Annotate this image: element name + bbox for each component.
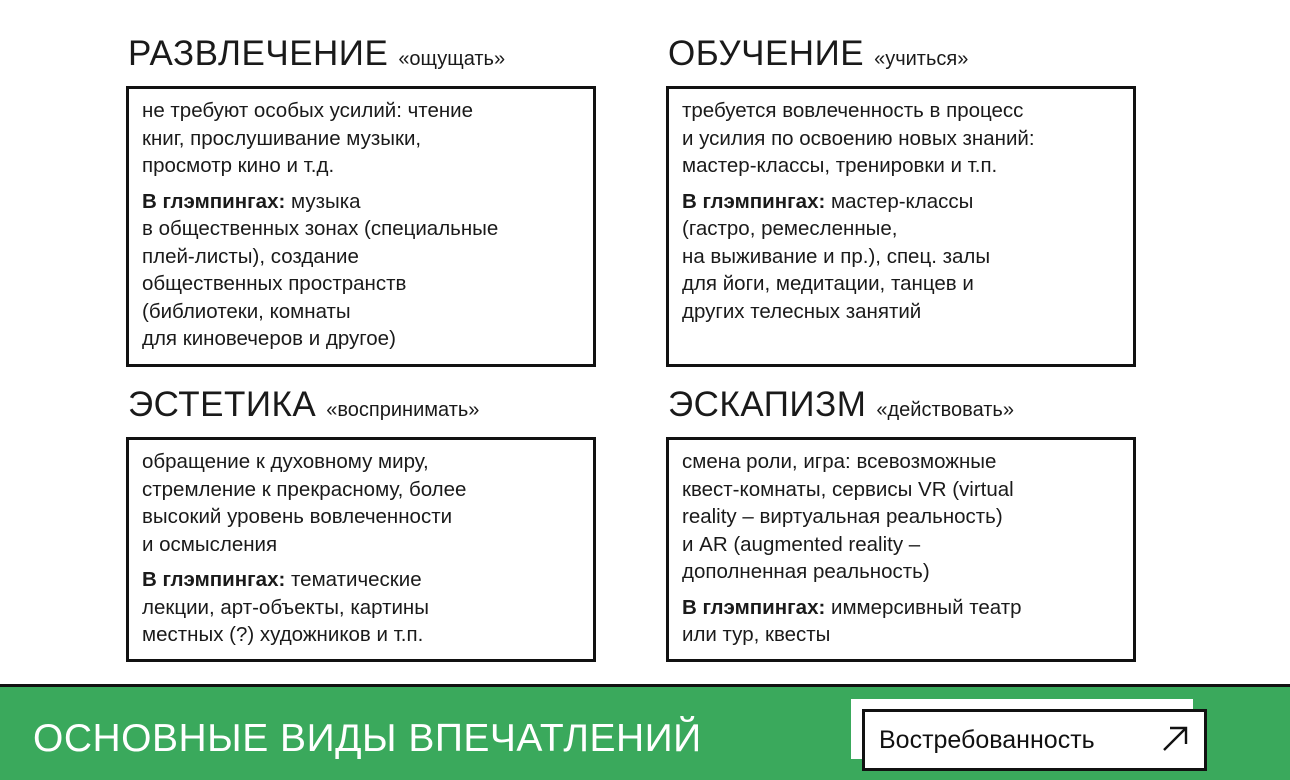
section-description: требуется вовлеченность в процесс и усилия по освоению новых знаний: мастер-классы, тренировки и т.п. [682,99,1035,177]
section-title: РАЗВЛЕЧЕНИЕ [128,34,389,73]
section-heading [128,387,596,431]
section-description: не требуют особых усилий: чтение книг, прослушивание музыки, просмотр кино и т.д. [142,99,474,177]
section-card [666,437,1136,662]
glamping-label: В глэмпингах: [142,568,286,591]
glamping-paragraph [682,594,1119,649]
demand-button[interactable] [862,709,1207,771]
section-card [666,86,1136,367]
section-card [126,437,596,662]
section-verb: «учиться» [874,48,969,70]
glamping-label: В глэмпингах: [682,189,826,213]
demand-button-label: Востребованность [879,725,1095,754]
arrow-up-right-icon [1160,724,1190,754]
glamping-text: иммерсивный театр или тур, квесты [682,595,1022,646]
section-description: смена роли, игра: всевозможные квест-комнаты, сервисы VR (virtual reality – виртуальная реальность) и AR (augmented reality – дополненная реальность) [682,450,1014,583]
section-verb: «воспринимать» [326,399,480,421]
glamping-text: музыка в общественных зонах (специальные плей-листы), создание общественных пространств (библиотеки, комнаты для киновечеров и другое) [142,189,499,350]
glamping-text: тематические лекции, арт-объекты, картины местных (?) художников и т.п. [142,568,429,646]
section-heading [668,36,1136,80]
section-verb: «действовать» [876,399,1014,421]
glamping-text: мастер-классы (гастро, ремесленные, на выживание и пр.), спец. залы для йоги, медитации, танцев и других телесных занятий [682,189,991,323]
section-verb: «ощущать» [398,48,506,70]
footer-bar [0,684,1290,780]
section-heading [668,387,1136,431]
section-aesthetics [126,387,596,662]
glamping-label: В глэмпингах: [142,189,286,213]
section-card [126,86,596,367]
section-entertainment [126,36,596,367]
section-title: ОБУЧЕНИЕ [668,34,865,73]
section-title: ЭСКАПИЗМ [668,385,867,424]
glamping-paragraph [682,188,1119,326]
section-education [666,36,1136,367]
section-heading [128,36,596,80]
glamping-paragraph [142,566,579,649]
glamping-label: В глэмпингах: [682,595,826,619]
section-description: обращение к духовному миру, стремление к прекрасному, более высокий уровень вовлеченности и осмысления [142,450,467,556]
section-title: ЭСТЕТИКА [128,385,317,424]
glamping-paragraph [142,188,579,353]
footer-title: ОСНОВНЫЕ ВИДЫ ВПЕЧАТЛЕНИЙ [33,717,702,760]
section-escapism [666,387,1136,662]
